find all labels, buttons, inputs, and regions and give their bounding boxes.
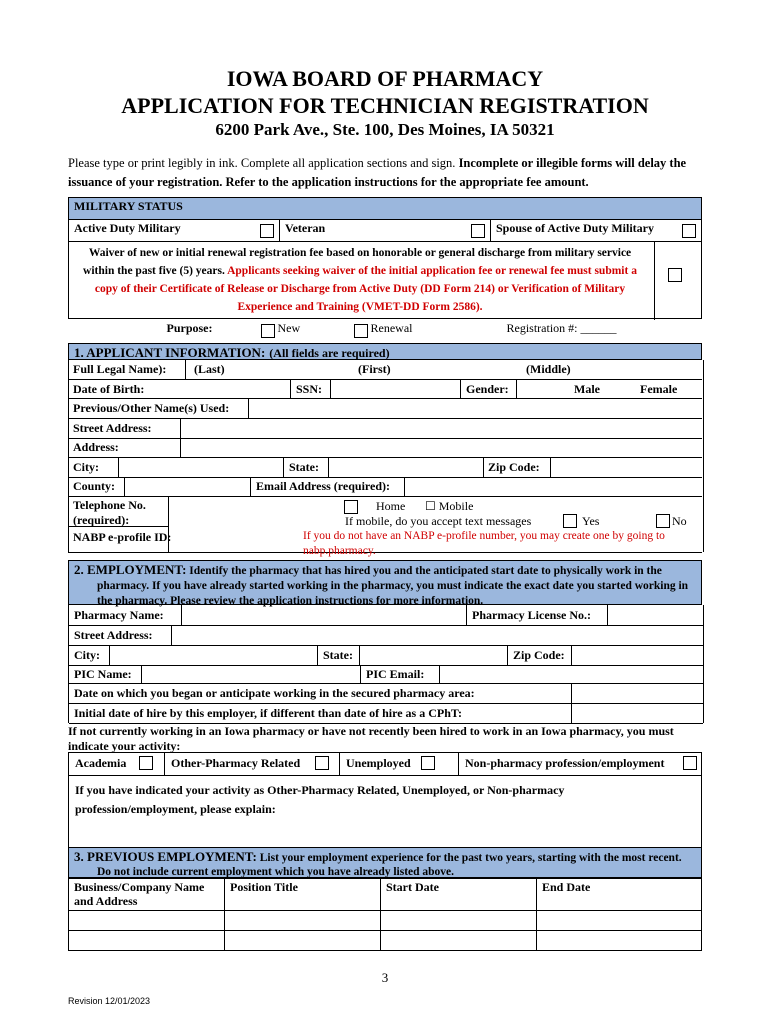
gender-label: Gender: [466, 382, 509, 396]
applicant-section-title: 1. APPLICANT INFORMATION: [74, 345, 266, 360]
spouse-checkbox[interactable] [682, 224, 696, 238]
registration-number: Registration #: ______ [506, 321, 617, 335]
pic-email-label: PIC Email: [366, 667, 425, 681]
purpose-new-label: New [277, 321, 301, 335]
military-status-header: MILITARY STATUS [69, 198, 702, 220]
purpose-row [69, 319, 702, 344]
activity-explain-prompt: If you have indicated your activity as Other-Pharmacy Related, Unemployed, or Non-pharmacy profession/employment, please explain: [75, 783, 565, 816]
prev-row1-position[interactable] [225, 911, 381, 931]
pharmacy-name-label: Pharmacy Name: [74, 608, 164, 622]
employment-section-header [68, 560, 702, 605]
activity-non-pharmacy-checkbox[interactable] [683, 756, 697, 770]
board-address: 6200 Park Ave., Ste. 100, Des Moines, IA 50321 [215, 120, 555, 139]
veteran-checkbox[interactable] [471, 224, 485, 238]
activity-instructions: If not currently working in an Iowa pharmacy or have not recently been hired to work in an Iowa pharmacy, you must indicate your activity: [68, 724, 674, 753]
activity-unemployed-label: Unemployed [346, 756, 411, 770]
ssn-label: SSN: [296, 382, 323, 396]
dob-label: Date of Birth: [73, 382, 145, 396]
text-messages-question: If mobile, do you accept text messages [345, 514, 532, 528]
text-no-checkbox[interactable] [656, 514, 670, 528]
purpose-new-checkbox[interactable] [261, 324, 275, 338]
phone-home-checkbox[interactable] [344, 500, 358, 514]
fee-waiver-checkbox[interactable] [668, 268, 682, 282]
nabp-note: If you do not have an NABP e-profile number, you may create one by going to nabp.pharmacy. [303, 530, 665, 557]
active-duty-cell [69, 220, 280, 242]
spouse-label: Spouse of Active Duty Military [496, 221, 654, 235]
fee-waiver-text: Waiver of new or initial renewal registration fee based on honorable or general discharge from military service within the past five (5) years. [83, 247, 632, 277]
employment-section-title: 2. EMPLOYMENT: [74, 562, 187, 577]
full-name-label: Full Legal Name): [73, 362, 167, 376]
state-label: State: [289, 460, 319, 474]
first-name-field[interactable]: (First) [358, 362, 391, 376]
employment-city-label: City: [74, 648, 100, 662]
telephone-label: Telephone No. (required): [73, 498, 146, 527]
col-business-name: Business/Company Name and Address [69, 879, 225, 911]
pharmacy-license-label: Pharmacy License No.: [472, 608, 591, 622]
county-label: County: [73, 479, 116, 493]
employment-street-label: Street Address: [74, 628, 153, 642]
nabp-id-label: NABP e-profile ID: [73, 530, 172, 544]
text-no-label: No [672, 514, 687, 528]
prev-row2-start[interactable] [381, 931, 537, 951]
applicant-section-note: (All fields are required) [269, 346, 390, 360]
col-start-date: Start Date [381, 879, 537, 911]
spouse-cell [491, 220, 702, 242]
intro-plain: Please type or print legibly in ink. Complete all application sections and sign. [68, 156, 456, 170]
activity-non-pharmacy-label: Non-pharmacy profession/employment [465, 756, 665, 770]
col-end-date: End Date [537, 879, 702, 911]
employment-state-label: State: [323, 648, 353, 662]
pic-name-label: PIC Name: [74, 667, 132, 681]
intro-bold: Incomplete or illegible forms will delay the issuance of your registration. Refer to the application instructions for the appropriate fee amount. [68, 156, 687, 189]
gender-male[interactable]: Male [574, 382, 600, 396]
form-title-line1: IOWA BOARD OF PHARMACY [226, 66, 544, 91]
last-name-field[interactable]: (Last) [194, 362, 225, 376]
fee-waiver-cell [69, 242, 702, 319]
purpose-renewal-checkbox[interactable] [354, 324, 368, 338]
active-duty-checkbox[interactable] [260, 224, 274, 238]
revision-date: Revision 12/01/2023 [68, 996, 151, 1006]
fee-waiver-requirement: Applicants seeking waiver of the initial application fee or renewal fee must submit a copy of their Certificate of Release or Discharge from Active Duty (DD Form 214) or Verification of Military Experience and Training (VMET-DD Form 2586). [94, 265, 637, 313]
activity-other-pharmacy-label: Other-Pharmacy Related [171, 756, 301, 770]
employment-zip-label: Zip Code: [513, 648, 565, 662]
zip-label: Zip Code: [488, 460, 540, 474]
intro-paragraph [68, 154, 708, 192]
prev-row2-end[interactable] [537, 931, 702, 951]
form-title-line2: APPLICATION FOR TECHNICIAN REGISTRATION [121, 93, 649, 118]
purpose-renewal-label: Renewal [370, 321, 413, 335]
previous-employment-title: 3. PREVIOUS EMPLOYMENT: [74, 849, 257, 864]
veteran-label: Veteran [285, 221, 326, 235]
previous-employment-header [68, 848, 702, 878]
street-address-label: Street Address: [73, 421, 152, 435]
text-yes-checkbox[interactable] [563, 514, 577, 528]
purpose-label: Purpose: [166, 321, 213, 335]
activity-box [68, 752, 702, 848]
col-position-title: Position Title [225, 879, 381, 911]
veteran-cell [280, 220, 491, 242]
email-label: Email Address (required): [256, 479, 391, 493]
previous-employment-table [68, 878, 702, 951]
activity-academia-checkbox[interactable] [139, 756, 153, 770]
city-label: City: [73, 460, 99, 474]
applicant-section-header [68, 343, 702, 360]
prev-row1-business[interactable] [69, 911, 225, 931]
activity-other-pharmacy-checkbox[interactable] [315, 756, 329, 770]
employment-instructions: Identify the pharmacy that has hired you and the anticipated start date to physically work in the pharmacy. If you have already started working in the pharmacy, you must indicate the exact date you started working in the pharmacy. Please review the application instructions for more information. [97, 565, 689, 607]
previous-names-label: Previous/Other Name(s) Used: [73, 401, 230, 415]
prev-row1-start[interactable] [381, 911, 537, 931]
text-yes-label: Yes [582, 514, 600, 528]
military-status-table [68, 197, 702, 343]
activity-academia-label: Academia [75, 756, 127, 770]
address-label: Address: [73, 440, 119, 454]
page-number: 3 [381, 970, 389, 985]
start-date-label: Date on which you began or anticipate working in the secured pharmacy area: [74, 686, 475, 700]
gender-female[interactable]: Female [640, 382, 678, 396]
middle-name-field[interactable]: (Middle) [526, 362, 571, 376]
initial-hire-date-label: Initial date of hire by this employer, if different than date of hire as a CPhT: [74, 706, 462, 720]
phone-home-label: Home [376, 499, 406, 513]
prev-row2-position[interactable] [225, 931, 381, 951]
phone-mobile-option[interactable]: ☐ Mobile [425, 499, 474, 513]
prev-row1-end[interactable] [537, 911, 702, 931]
active-duty-label: Active Duty Military [74, 221, 181, 235]
prev-row2-business[interactable] [69, 931, 225, 951]
previous-employment-instructions: List your employment experience for the past two years, starting with the most recent. Do not include current employment which you have already listed above. [97, 852, 682, 878]
activity-unemployed-checkbox[interactable] [421, 756, 435, 770]
employment-grid [68, 605, 704, 723]
activity-explain-field[interactable] [75, 819, 695, 845]
